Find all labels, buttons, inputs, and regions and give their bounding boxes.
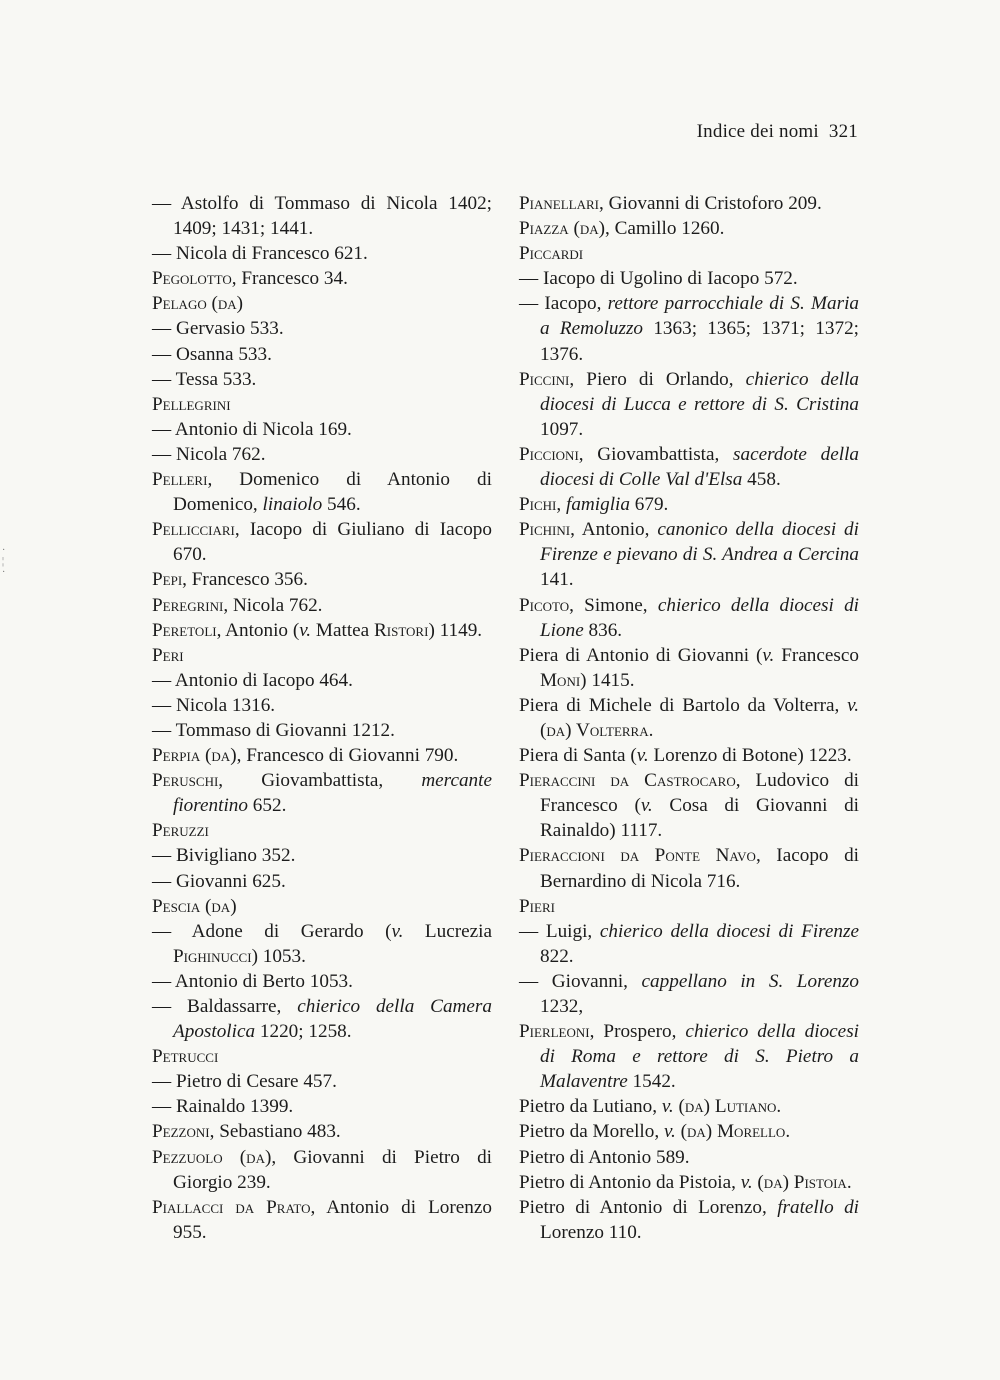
entry-text: , Nicola 762. — [223, 594, 323, 616]
entry-text: Piera di Santa ( — [519, 745, 637, 767]
entry-qualifier: cappellano in S. Lorenzo — [641, 970, 859, 992]
index-entry — [152, 743, 492, 768]
index-entry — [519, 291, 859, 366]
entry-surname: Pellegrini — [152, 393, 231, 415]
entry-qualifier: chierico della diocesi di Lione — [540, 594, 859, 641]
entry-text: — Osanna 533. — [152, 343, 272, 365]
entry-qualifier: chierico della Camera Apostolica — [173, 996, 492, 1043]
entry-text: , Francesco 356. — [182, 569, 308, 591]
entry-text: , Giovanni di Cristoforo 209. — [599, 193, 822, 214]
entry-surname: Pichi — [519, 494, 557, 516]
entry-surname: Piccini — [519, 368, 570, 390]
entry-surname: Ristori — [373, 619, 429, 641]
index-entry — [152, 442, 492, 467]
entry-text: Mattea — [311, 619, 374, 641]
entry-text: , Antonio ( — [216, 619, 300, 641]
entry-surname: (da) Lutiano — [678, 1096, 777, 1118]
entry-text: — Luigi, — [519, 920, 600, 942]
index-entry — [152, 467, 492, 517]
running-head-title: Indice dei nomi — [696, 121, 819, 142]
entry-qualifier: v. — [636, 745, 649, 767]
entry-text: 141. — [540, 569, 574, 591]
index-entry — [519, 442, 859, 492]
entry-surname: Piccioni — [519, 443, 579, 465]
index-entry — [519, 1170, 859, 1195]
entry-surname: Petrucci — [152, 1046, 219, 1068]
entry-text: Pietro da Lutiano, — [519, 1096, 662, 1118]
index-entry — [152, 693, 492, 718]
entry-qualifier: famiglia — [565, 494, 630, 516]
entry-text: , Antonio di Lorenzo 955. — [173, 1196, 492, 1243]
index-entry — [519, 1094, 859, 1119]
entry-text: — Adone di Gerardo ( — [152, 920, 392, 942]
index-entry — [519, 894, 859, 919]
index-entry — [519, 241, 859, 266]
entry-text: — Tommaso di Giovanni 1212. — [152, 719, 395, 741]
entry-surname: (da) Volterra — [540, 719, 649, 741]
index-column-left — [152, 191, 492, 1245]
entry-text: 1097. — [540, 418, 584, 440]
entry-surname: Pegolotto — [152, 268, 232, 290]
entry-qualifier: v. — [391, 920, 404, 942]
index-entry — [519, 1119, 859, 1144]
index-entry — [152, 342, 492, 367]
entry-text: — Rainaldo 1399. — [152, 1096, 294, 1118]
entry-qualifier: chierico della diocesi di Roma e rettore di S. Pietro a Malaventre — [540, 1021, 859, 1093]
entry-surname: Peruschi — [152, 770, 219, 792]
entry-surname: Pezzuolo (da) — [152, 1146, 272, 1168]
index-entry — [152, 843, 492, 868]
entry-text: . — [846, 1171, 852, 1193]
entry-surname: Picoto — [519, 594, 570, 616]
entry-surname: Pierleoni — [519, 1021, 590, 1043]
index-entry — [152, 969, 492, 994]
entry-text: Lorenzo 110. — [540, 1221, 642, 1243]
index-entry — [152, 241, 492, 266]
index-entry — [519, 768, 859, 843]
entry-surname: Pieri — [519, 895, 555, 917]
entry-surname: (da) Pistoia — [757, 1171, 847, 1193]
entry-qualifier: v. — [847, 694, 859, 716]
entry-text: ) 1053. — [251, 945, 306, 967]
index-entry — [152, 894, 492, 919]
entry-text: , Francesco 34. — [231, 268, 348, 290]
entry-qualifier: canonico della diocesi di Firenze e pievano di S. Andrea a Cercina — [540, 519, 859, 566]
entry-text: Lucrezia — [403, 920, 493, 942]
index-entry — [152, 367, 492, 392]
entry-text: Pietro di Antonio da Pistoia, — [519, 1171, 741, 1193]
index-entry — [152, 266, 492, 291]
entry-surname: Moni — [540, 669, 581, 691]
entry-text: — Astolfo di Tommaso di Nicola 1402; 1409; 1431; 1441. — [152, 193, 492, 240]
entry-text: . — [648, 719, 654, 741]
entry-qualifier: mercante fiorentino — [173, 770, 492, 817]
entry-text: ) 1415. — [580, 669, 635, 691]
entry-text: Piera di Antonio di Giovanni ( — [519, 644, 763, 666]
entry-surname: Piccardi — [519, 243, 584, 265]
entry-text: — Pietro di Cesare 457. — [152, 1071, 337, 1093]
entry-text: ) 1149. — [428, 619, 483, 641]
entry-text: — Antonio di Iacopo 464. — [152, 669, 353, 691]
entry-qualifier: linaiolo — [262, 494, 323, 516]
entry-qualifier: chierico della diocesi di Lucca e rettore di S. Cristina — [540, 368, 859, 415]
index-entry — [152, 643, 492, 668]
entry-text: , Domenico di Antonio di Domenico, — [173, 469, 492, 516]
entry-qualifier: v. — [740, 1171, 753, 1193]
entry-surname: Pezzoni — [152, 1121, 210, 1143]
entry-text: 1542. — [627, 1071, 676, 1093]
index-entry — [152, 869, 492, 894]
entry-text: — Antonio di Berto 1053. — [152, 970, 353, 992]
entry-text: — Nicola 1316. — [152, 694, 276, 716]
index-entry — [152, 417, 492, 442]
index-entry — [519, 492, 859, 517]
entry-text: , Piero di Orlando, — [569, 368, 746, 390]
entry-surname: Pieraccioni da Ponte Navo — [519, 845, 756, 867]
index-entry — [152, 994, 492, 1044]
entry-text: 652. — [247, 795, 287, 817]
index-entry — [152, 316, 492, 341]
index-entry — [152, 1195, 492, 1245]
entry-text: , — [556, 494, 566, 516]
entry-surname: Peretoli — [152, 619, 217, 641]
index-entry — [519, 216, 859, 241]
entry-text: , Iacopo di Bernardino di Nicola 716. — [540, 845, 859, 892]
index-entry — [152, 593, 492, 618]
entry-surname: Peregrini — [152, 594, 224, 616]
index-entry — [152, 618, 492, 643]
index-entry — [519, 969, 859, 1019]
index-entry — [519, 1019, 859, 1094]
entry-text: . — [776, 1096, 782, 1118]
entry-text: — Bivigliano 352. — [152, 845, 296, 867]
index-entry — [519, 643, 859, 693]
index-entry — [519, 191, 859, 216]
index-entry — [152, 919, 492, 969]
entry-text: 1220; 1258. — [255, 1021, 352, 1043]
index-entry — [519, 266, 859, 291]
entry-text: , Francesco di Giovanni 790. — [236, 745, 459, 767]
entry-surname: Pianellari — [519, 193, 599, 214]
index-entry — [519, 693, 859, 743]
entry-text: , Giovambattista, — [578, 443, 734, 465]
entry-surname: Piazza (da) — [519, 218, 606, 240]
index-entry — [152, 1145, 492, 1195]
entry-text: — Tessa 533. — [152, 368, 257, 390]
entry-surname: Perpia (da) — [152, 745, 237, 767]
entry-text: 458. — [742, 469, 781, 491]
entry-text: — Nicola 762. — [152, 443, 266, 465]
entry-text: — Baldassarre, — [152, 996, 298, 1017]
entry-surname: Pescia (da) — [152, 895, 237, 917]
index-entry — [152, 1044, 492, 1069]
entry-text: Piera di Michele di Bartolo da Volterra, — [519, 694, 848, 716]
entry-text: , Ludovico di Francesco ( — [540, 770, 859, 817]
entry-text: 546. — [322, 494, 361, 516]
index-entry — [519, 743, 859, 768]
entry-surname: Pellicciari — [152, 519, 235, 541]
entry-surname: Pepi — [152, 569, 183, 591]
entry-text: Lorenzo di Botone) 1223. — [648, 745, 852, 767]
entry-text: 1232, — [540, 996, 584, 1017]
entry-text: — Gervasio 533. — [152, 318, 284, 340]
entry-qualifier: chierico della diocesi di Firenze — [599, 920, 859, 942]
index-entry — [152, 1119, 492, 1144]
entry-qualifier: rettore parrocchiale di S. Maria a Remoluzzo — [540, 293, 859, 340]
index-entry — [152, 818, 492, 843]
entry-qualifier: v. — [640, 795, 653, 817]
entry-surname: Piallacci da Prato — [152, 1196, 311, 1218]
index-entry — [152, 517, 492, 567]
entry-surname: Pelleri — [152, 469, 208, 491]
entry-text: 822. — [540, 945, 574, 967]
entry-text: Cosa di Giovanni di Rainaldo) 1117. — [540, 795, 860, 842]
entry-text: , Camillo 1260. — [605, 218, 725, 240]
entry-surname: Peri — [152, 644, 184, 666]
binding-mark: · ¦ · — [2, 545, 6, 578]
entry-surname: Pighinucci — [173, 945, 252, 967]
entry-text: Pietro da Morello, — [519, 1121, 664, 1143]
entry-qualifier: v. — [663, 1121, 676, 1143]
entry-text: — Antonio di Nicola 169. — [152, 418, 352, 440]
index-column-right — [519, 191, 859, 1245]
index-entry — [152, 291, 492, 316]
entry-qualifier: v. — [762, 644, 775, 666]
index-entry — [519, 517, 859, 592]
entry-text: 679. — [629, 494, 669, 516]
entry-surname: Pelago (da) — [152, 293, 244, 315]
index-entry — [152, 768, 492, 818]
entry-text: , Antonio, — [570, 519, 658, 541]
index-entry — [519, 843, 859, 893]
index-entry — [152, 567, 492, 592]
entry-text: Francesco — [774, 644, 859, 666]
entry-qualifier: v. — [299, 619, 312, 641]
entry-surname: (da) Morello — [680, 1121, 786, 1143]
page-number: 321 — [828, 121, 858, 142]
entry-text: , Iacopo di Giuliano di Iacopo 670. — [173, 519, 492, 566]
entry-surname: Pichini — [519, 519, 571, 541]
entry-text: Pietro di Antonio di Lorenzo, — [519, 1196, 778, 1218]
index-entry — [152, 392, 492, 417]
index-entry — [152, 668, 492, 693]
entry-text: , Prospero, — [589, 1021, 686, 1043]
index-entry — [519, 367, 859, 442]
entry-text: Pietro di Antonio 589. — [519, 1146, 690, 1168]
entry-text: , Giovanni di Pietro di Giorgio 239. — [173, 1146, 493, 1193]
entry-text: — Iacopo di Ugolino di Iacopo 572. — [519, 268, 798, 290]
entry-qualifier: fratello di — [777, 1196, 859, 1218]
index-entry — [152, 718, 492, 743]
entry-text: . — [785, 1121, 791, 1143]
entry-text: — Iacopo, — [519, 293, 608, 315]
entry-text: , Giovambattista, — [218, 770, 422, 792]
entry-surname: Pieraccini da Castrocaro — [519, 770, 736, 792]
index-entry — [519, 593, 859, 643]
entry-qualifier: sacerdote della diocesi di Colle Val d'Elsa — [540, 443, 860, 491]
entry-qualifier: v. — [661, 1096, 674, 1118]
index-entry — [152, 1069, 492, 1094]
entry-text: — Giovanni 625. — [152, 870, 286, 892]
index-entry — [519, 919, 859, 969]
entry-text: 1363; 1365; 1371; 1372; 1376. — [540, 318, 860, 365]
entry-text: — Giovanni, — [519, 970, 642, 992]
index-entry — [152, 1094, 492, 1119]
entry-text: — Nicola di Francesco 621. — [152, 243, 368, 265]
running-head — [697, 121, 858, 143]
index-entry — [519, 1145, 859, 1170]
entry-surname: Peruzzi — [152, 820, 209, 842]
index-entry — [519, 1195, 859, 1245]
entry-text: 836. — [583, 619, 623, 641]
entry-text: , Simone, — [569, 594, 658, 616]
entry-text: , Sebastiano 483. — [209, 1121, 341, 1143]
index-entry — [152, 191, 492, 241]
